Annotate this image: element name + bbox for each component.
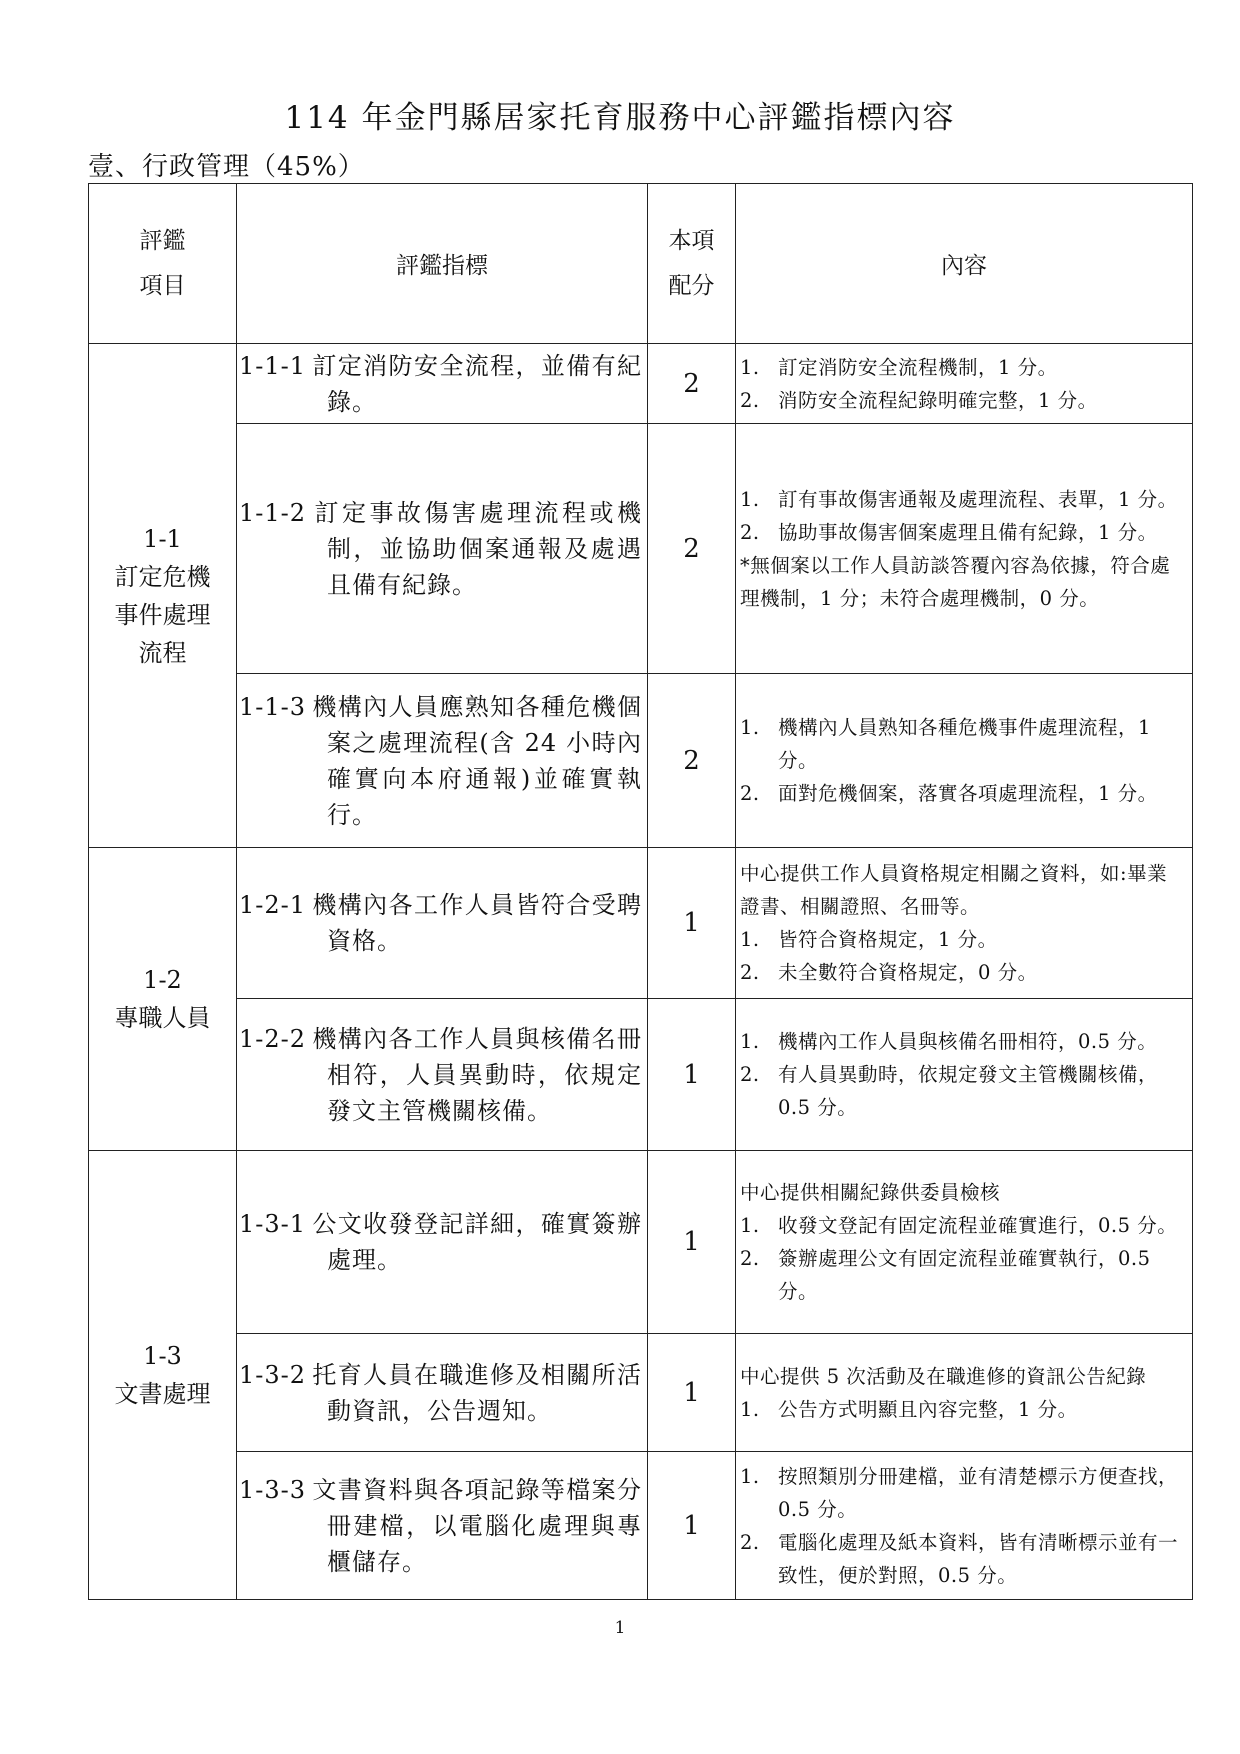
indicator-cell: 1-3-3 文書資料與各項記錄等檔案分冊建檔，以電腦化處理與專櫃儲存。 <box>237 1452 648 1600</box>
header-item: 評鑑 項目 <box>89 184 237 344</box>
content-intro: 中心提供工作人員資格規定相關之資料，如:畢業證書、相關證照、名冊等。 <box>740 862 1168 918</box>
list-item: 2. 消防安全流程紀錄明確完整，1 分。 <box>740 388 1098 412</box>
list-item: 1. 皆符合資格規定，1 分。 <box>740 928 998 951</box>
table-row <box>89 424 1193 674</box>
list-item: 2. 簽辦處理公文有固定流程並確實執行，0.5 分。 <box>740 1247 1151 1303</box>
table-row <box>89 674 1193 848</box>
table-row <box>89 1151 1193 1334</box>
evaluation-table <box>88 183 1193 1600</box>
content-cell <box>736 1151 1193 1334</box>
score-cell: 1 <box>648 848 736 999</box>
list-item: 2. 有人員異動時，依規定發文主管機關核備，0.5 分。 <box>740 1063 1159 1119</box>
content-cell <box>736 848 1193 999</box>
indicator-cell: 1-2-2 機構內各工作人員與核備名冊相符，人員異動時，依規定發文主管機關核備。 <box>237 999 648 1151</box>
score-cell: 2 <box>648 424 736 674</box>
content-cell <box>736 999 1193 1151</box>
content-intro: 中心提供相關紀錄供委員檢核 <box>740 1181 1001 1204</box>
indicator-cell: 1-3-1 公文收發登記詳細，確實簽辦處理。 <box>237 1151 648 1334</box>
score-cell: 1 <box>648 1334 736 1452</box>
list-item: 1. 訂有事故傷害通報及處理流程、表單，1 分。 <box>740 487 1178 511</box>
content-cell <box>736 674 1193 848</box>
table-row <box>89 999 1193 1151</box>
table-row <box>89 848 1193 999</box>
table-row <box>89 1452 1193 1600</box>
indicator-cell: 1-1-3 機構內人員應熟知各種危機個案之處理流程(含 24 小時內確實向本府通報)並確實執行。 <box>237 674 648 848</box>
document-title: 114 年金門縣居家托育服務中心評鑑指標內容 <box>284 100 956 136</box>
table-row <box>89 1334 1193 1452</box>
indicator-cell: 1-2-1 機構內各工作人員皆符合受聘資格。 <box>237 848 648 999</box>
category-cell: 1-2 專職人員 <box>89 848 237 1151</box>
content-cell <box>736 424 1193 674</box>
list-item: 2. 面對危機個案，落實各項處理流程，1 分。 <box>740 782 1158 805</box>
list-item: 1. 收發文登記有固定流程並確實進行，0.5 分。 <box>740 1214 1178 1237</box>
content-intro: 中心提供 5 次活動及在職進修的資訊公告紀錄 <box>740 1364 1147 1388</box>
list-item: 1. 機構內人員熟知各種危機事件處理流程，1 分。 <box>740 716 1151 772</box>
list-item: 2. 未全數符合資格規定，0 分。 <box>740 961 1038 984</box>
page-number: 1 <box>614 1618 626 1638</box>
list-item: 1. 機構內工作人員與核備名冊相符，0.5 分。 <box>740 1030 1158 1053</box>
header-content: 內容 <box>736 184 1193 344</box>
header-indicator: 評鑑指標 <box>237 184 648 344</box>
section-heading: 壹、行政管理（45%） <box>88 152 365 182</box>
list-item: 1. 公告方式明顯且內容完整，1 分。 <box>740 1397 1078 1421</box>
content-cell <box>736 1334 1193 1452</box>
score-cell: 1 <box>648 1151 736 1334</box>
table-header-row <box>89 184 1193 344</box>
content-cell <box>736 1452 1193 1600</box>
list-item: 1. 按照類別分冊建檔，並有清楚標示方便查找，0.5 分。 <box>740 1464 1179 1521</box>
table-row <box>89 344 1193 424</box>
indicator-cell: 1-3-2 托育人員在職進修及相關所活動資訊，公告週知。 <box>237 1334 648 1452</box>
indicator-cell: 1-1-2 訂定事故傷害處理流程或機制，並協助個案通報及處遇且備有紀錄。 <box>237 424 648 674</box>
list-item: 2. 電腦化處理及紙本資料，皆有清晰標示並有一致性，便於對照，0.5 分。 <box>740 1530 1179 1587</box>
score-cell: 2 <box>648 344 736 424</box>
score-cell: 2 <box>648 674 736 848</box>
category-cell: 1-3 文書處理 <box>89 1151 237 1600</box>
content-cell <box>736 344 1193 424</box>
content-note: *無個案以工作人員訪談答覆內容為依據，符合處理機制，1 分；未符合處理機制，0 分。 <box>740 553 1171 610</box>
category-cell: 1-1 訂定危機 事件處理 流程 <box>89 344 237 848</box>
score-cell: 1 <box>648 1452 736 1600</box>
indicator-cell: 1-1-1 訂定消防安全流程，並備有紀錄。 <box>237 344 648 424</box>
score-cell: 1 <box>648 999 736 1151</box>
list-item: 1. 訂定消防安全流程機制，1 分。 <box>740 355 1058 379</box>
header-score: 本項 配分 <box>648 184 736 344</box>
list-item: 2. 協助事故傷害個案處理且備有紀錄，1 分。 <box>740 520 1158 544</box>
